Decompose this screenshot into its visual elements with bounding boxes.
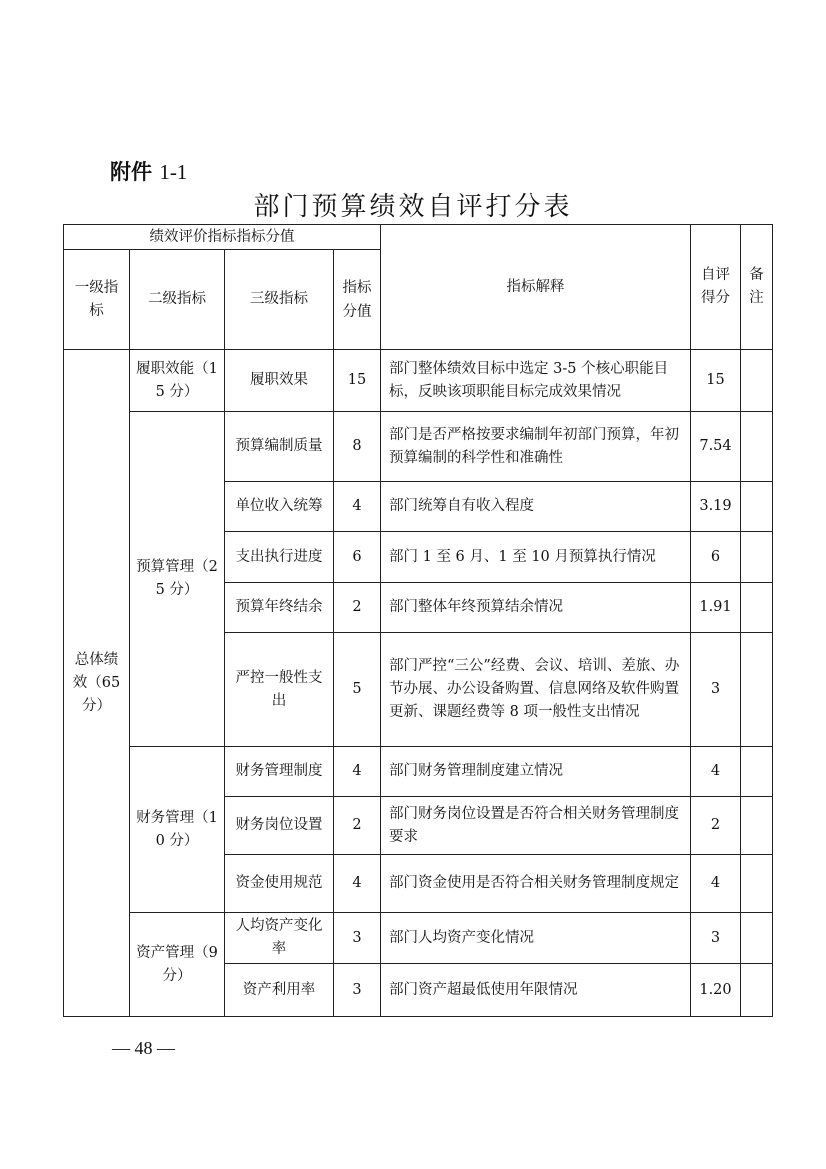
header-group: 绩效评价指标指标分值: [64, 225, 381, 250]
explanation-cell: 部门 1 至 6 月、1 至 10 月预算执行情况: [381, 532, 691, 583]
level3-cell: 严控一般性支出: [225, 633, 334, 747]
explanation-cell: 部门资产超最低使用年限情况: [381, 964, 691, 1017]
points-cell: 8: [334, 412, 381, 482]
points-cell: 4: [334, 747, 381, 797]
points-cell: 15: [334, 350, 381, 412]
level3-cell: 财务管理制度: [225, 747, 334, 797]
points-cell: 4: [334, 482, 381, 532]
level2-cell: 资产管理（9 分）: [130, 913, 225, 1017]
score-cell: 3: [691, 633, 741, 747]
table-row: [64, 913, 773, 964]
explanation-cell: 部门资金使用是否符合相关财务管理制度规定: [381, 855, 691, 913]
points-cell: 2: [334, 797, 381, 855]
level1-cell: 总体绩效（65分）: [64, 350, 130, 1017]
explanation-cell: 部门人均资产变化情况: [381, 913, 691, 964]
points-cell: 3: [334, 913, 381, 964]
page-number: — 48 —: [112, 1038, 175, 1058]
level3-cell: 履职效果: [225, 350, 334, 412]
score-cell: 2: [691, 797, 741, 855]
level3-cell: 预算编制质量: [225, 412, 334, 482]
level3-cell: 人均资产变化率: [225, 913, 334, 964]
explanation-cell: 部门是否严格按要求编制年初部门预算，年初预算编制的科学性和准确性: [381, 412, 691, 482]
remark-cell: [741, 350, 773, 412]
table-row: [64, 412, 773, 482]
points-cell: 3: [334, 964, 381, 1017]
score-cell: 4: [691, 855, 741, 913]
points-cell: 2: [334, 583, 381, 633]
explanation-cell: 部门严控“三公”经费、会议、培训、差旅、办节办展、办公设备购置、信息网络及软件购置更新、课题经费等 8 项一般性支出情况: [381, 633, 691, 747]
score-table: [63, 224, 773, 1017]
page-title: 部门预算绩效自评打分表: [253, 192, 573, 222]
header-explanation: 指标解释: [381, 225, 691, 350]
points-cell: 5: [334, 633, 381, 747]
remark-cell: [741, 964, 773, 1017]
level2-cell: 履职效能（15 分）: [130, 350, 225, 412]
remark-cell: [741, 532, 773, 583]
remark-cell: [741, 855, 773, 913]
explanation-cell: 部门整体年终预算结余情况: [381, 583, 691, 633]
level2-cell: 预算管理（25 分）: [130, 412, 225, 747]
points-cell: 6: [334, 532, 381, 583]
remark-cell: [741, 583, 773, 633]
attachment-label-text: 附件: [110, 160, 152, 184]
header-self-score: 自评得分: [691, 225, 741, 350]
score-cell: 4: [691, 747, 741, 797]
remark-cell: [741, 747, 773, 797]
level3-cell: 预算年终结余: [225, 583, 334, 633]
score-cell: 1.20: [691, 964, 741, 1017]
attachment-number: 1-1: [159, 160, 188, 184]
header-level1: 一级指标: [64, 250, 130, 350]
score-cell: 7.54: [691, 412, 741, 482]
points-cell: 4: [334, 855, 381, 913]
score-cell: 1.91: [691, 583, 741, 633]
level3-cell: 资产利用率: [225, 964, 334, 1017]
level3-cell: 单位收入统筹: [225, 482, 334, 532]
explanation-cell: 部门财务管理制度建立情况: [381, 747, 691, 797]
score-cell: 6: [691, 532, 741, 583]
explanation-cell: 部门整体绩效目标中选定 3-5 个核心职能目标，反映该项职能目标完成效果情况: [381, 350, 691, 412]
level3-cell: 财务岗位设置: [225, 797, 334, 855]
level3-cell: 资金使用规范: [225, 855, 334, 913]
attachment-label: [110, 156, 187, 186]
remark-cell: [741, 482, 773, 532]
remark-cell: [741, 797, 773, 855]
table-row: [64, 747, 773, 797]
header-points: 指标分值: [334, 250, 381, 350]
explanation-cell: 部门财务岗位设置是否符合相关财务管理制度要求: [381, 797, 691, 855]
level2-cell: 财务管理（10 分）: [130, 747, 225, 913]
explanation-cell: 部门统筹自有收入程度: [381, 482, 691, 532]
score-cell: 3.19: [691, 482, 741, 532]
header-remark: 备注: [741, 225, 773, 350]
header-level2: 二级指标: [130, 250, 225, 350]
header-level3: 三级指标: [225, 250, 334, 350]
remark-cell: [741, 412, 773, 482]
score-cell: 15: [691, 350, 741, 412]
remark-cell: [741, 913, 773, 964]
level3-cell: 支出执行进度: [225, 532, 334, 583]
score-cell: 3: [691, 913, 741, 964]
table-row: [64, 350, 773, 412]
remark-cell: [741, 633, 773, 747]
